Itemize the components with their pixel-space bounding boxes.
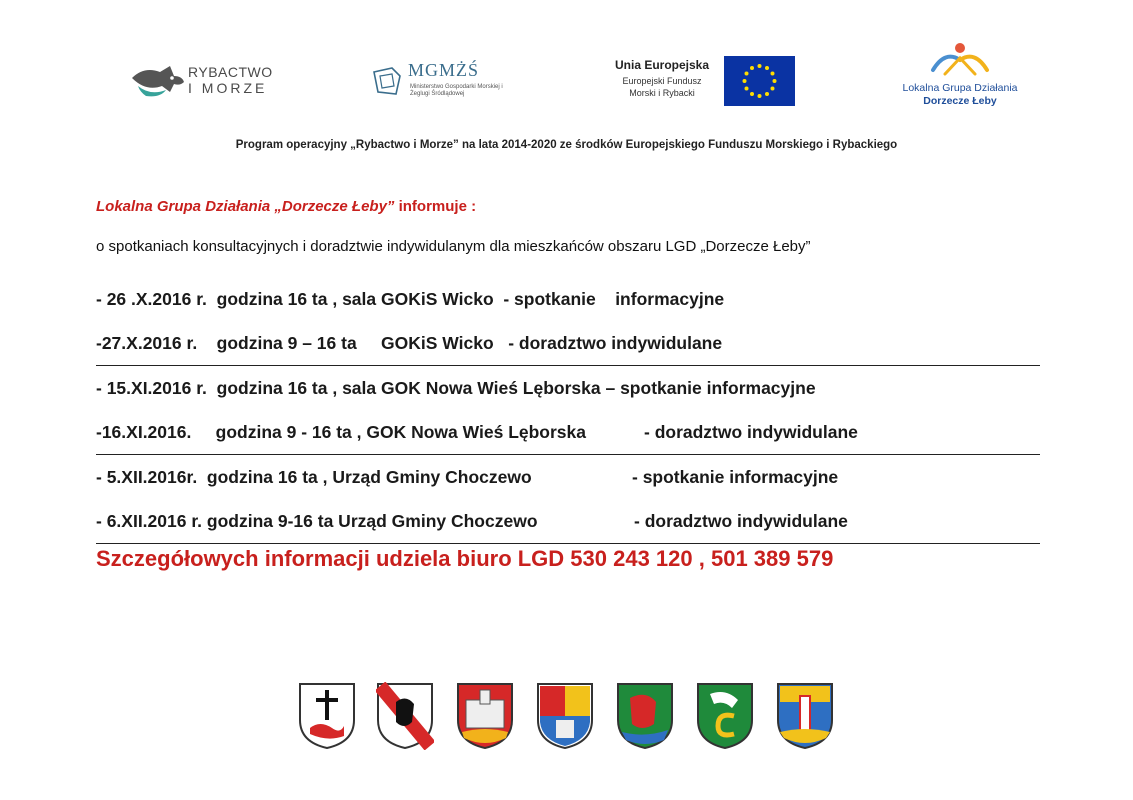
- eu-star-icon: [758, 64, 762, 68]
- crest-icon: [376, 682, 434, 750]
- intro-org: Lokalna Grupa Działania „Dorzecze Łeby”: [96, 198, 395, 215]
- eu-star-icon: [750, 66, 754, 70]
- schedule-row: [96, 321, 1040, 366]
- eu-star-icon: [770, 87, 774, 91]
- schedule-row-text: -27.X.2016 r. godzina 9 – 16 ta GOKiS Wicko - doradztwo indywidulane: [96, 332, 723, 353]
- mgm-emblem-icon: [370, 64, 404, 98]
- crest-icon: [776, 682, 834, 750]
- eu-text: [606, 58, 718, 99]
- eu-flag-icon: [724, 56, 795, 106]
- eu-star-icon: [743, 79, 747, 83]
- schedule-row-activity: - spotkanie informacyjne: [632, 466, 839, 487]
- lgd-line1: Lokalna Grupa Działania: [902, 82, 1018, 94]
- lgd-figure-icon: [925, 40, 995, 80]
- crest-icon: [456, 682, 514, 750]
- crest-icon: [696, 682, 754, 750]
- schedule-row-activity: - doradztwo indywidulane: [644, 421, 858, 442]
- eu-star-icon: [758, 94, 762, 98]
- schedule-row-text: - 26 .X.2016 r. godzina 16 ta , sala GOKiS Wicko - spotkanie informacyjne: [96, 288, 725, 309]
- schedule-row-text: - 6.XII.2016 r. godzina 9-16 ta Urząd Gminy Choczewo: [96, 510, 538, 531]
- rybactwo-logo: [130, 60, 290, 105]
- eu-star-icon: [773, 79, 777, 83]
- eu-star-icon: [745, 87, 749, 91]
- rybactwo-text: [188, 64, 273, 96]
- eu-title: Unia Europejska: [614, 58, 710, 72]
- rybactwo-line2: I MORZE: [188, 80, 268, 96]
- schedule-row: [96, 499, 1040, 544]
- eu-star-icon: [765, 66, 769, 70]
- mgm-title: MGMŻŚ: [408, 60, 480, 80]
- eu-logo: [600, 54, 800, 110]
- eu-sub1: Europejski Fundusz: [622, 76, 702, 86]
- eu-star-icon: [770, 72, 774, 76]
- schedule-row: [96, 410, 1040, 455]
- crest-icon: [536, 682, 594, 750]
- crest-icon: [616, 682, 674, 750]
- eu-star-icon: [750, 92, 754, 96]
- eu-star-icon: [745, 72, 749, 76]
- rybactwo-line1: RYBACTWO: [188, 64, 273, 80]
- schedule-row-text: - 15.XI.2016 r. godzina 16 ta , sala GOK Nowa Wieś Lęborska – spotkanie informacyjne: [96, 377, 816, 398]
- intro-heading: [96, 198, 476, 215]
- schedule-row: [96, 277, 1040, 321]
- crest-icon: [298, 682, 356, 750]
- intro-line: o spotkaniach konsultacyjnych i doradztwie indywidulanym dla mieszkańców obszaru LGD „Dorzecze Łeby”: [96, 238, 811, 255]
- fish-icon: [130, 62, 186, 102]
- eu-star-icon: [765, 92, 769, 96]
- schedule-row-text: -16.XI.2016. godzina 9 - 16 ta , GOK Nowa Wieś Lęborska: [96, 421, 586, 442]
- schedule-row-text: - 5.XII.2016r. godzina 16 ta , Urząd Gminy Choczewo: [96, 466, 532, 487]
- intro-verb: informuje :: [394, 198, 477, 215]
- mgm-logo: [370, 60, 510, 105]
- mgm-subtitle: Ministerstwo Gospodarki Morskiej i Żeglugi Śródlądowej: [410, 84, 503, 97]
- program-line: Program operacyjny „Rybactwo i Morze” na lata 2014-2020 ze środków Europejskiego Funduszu Morskiego i Rybackiego: [235, 139, 898, 151]
- logo-bar: [0, 40, 1133, 120]
- lgd-logo: [880, 40, 1040, 120]
- lgd-text: [880, 82, 1040, 108]
- schedule-row: [96, 455, 1040, 499]
- schedule-row: [96, 366, 1040, 410]
- schedule-list: [96, 277, 1040, 544]
- schedule-row-activity: - doradztwo indywidulane: [634, 510, 848, 531]
- lgd-line2: Dorzecze Łeby: [923, 95, 997, 107]
- eu-sub2: Morski i Rybacki: [629, 88, 695, 98]
- crest-row: [296, 682, 836, 754]
- contact-line: Szczegółowych informacji udziela biuro LGD 530 243 120 , 501 389 579: [96, 546, 834, 571]
